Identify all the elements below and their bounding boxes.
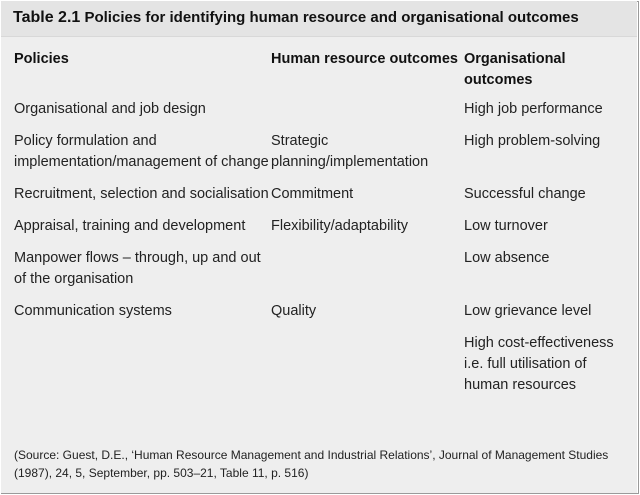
cell-policy: Appraisal, training and development	[14, 218, 246, 234]
header-row	[14, 49, 634, 99]
policies-table	[14, 49, 634, 407]
table-number: Table 2.1	[13, 9, 81, 26]
cell-hr	[271, 99, 464, 131]
cell-hr: Commitment	[271, 186, 354, 202]
cell-hr: Flexibility/adaptability	[271, 218, 409, 234]
header-policies: Policies	[14, 51, 69, 67]
cell-hr: Strategic planning/implementation	[271, 133, 429, 170]
table-row	[14, 131, 634, 184]
cell-policy: Organisational and job design	[14, 101, 206, 117]
cell-policy	[14, 333, 271, 407]
header-org-outcomes: Organisational outcomes	[464, 51, 566, 88]
cell-policy: Policy formulation and implementation/management of change	[14, 133, 269, 170]
cell-org: High problem-solving	[464, 133, 601, 149]
table-row	[14, 301, 634, 333]
cell-org: High cost-effectiveness i.e. full utilisation of human resources	[464, 335, 614, 393]
cell-org: Low turnover	[464, 218, 548, 234]
table-title: Policies for identifying human resource and organisational outcomes	[84, 9, 579, 26]
cell-org: Low absence	[464, 250, 550, 266]
cell-org: Low grievance level	[464, 303, 592, 319]
table-row	[14, 184, 634, 216]
table-body-area	[1, 37, 637, 493]
table-row	[14, 99, 634, 131]
table-row	[14, 248, 634, 301]
cell-policy: Manpower flows – through, up and out of the organisation	[14, 250, 261, 287]
cell-hr: Quality	[271, 303, 317, 319]
cell-hr	[271, 248, 464, 301]
cell-policy: Recruitment, selection and socialisation	[14, 186, 269, 202]
header-hr-outcomes: Human resource outcomes	[271, 51, 458, 67]
table-caption	[1, 1, 637, 37]
cell-org: High job performance	[464, 101, 603, 117]
table-row	[14, 216, 634, 248]
cell-policy: Communication systems	[14, 303, 172, 319]
cell-org: Successful change	[464, 186, 586, 202]
table-row	[14, 333, 634, 407]
cell-hr	[271, 333, 464, 407]
source-citation: (Source: Guest, D.E., ‘Human Resource Management and Industrial Relations’, Journal of Management Studies (1987), 24, 5, September, pp. 503–21, Table 11, p. 516)	[14, 448, 609, 480]
